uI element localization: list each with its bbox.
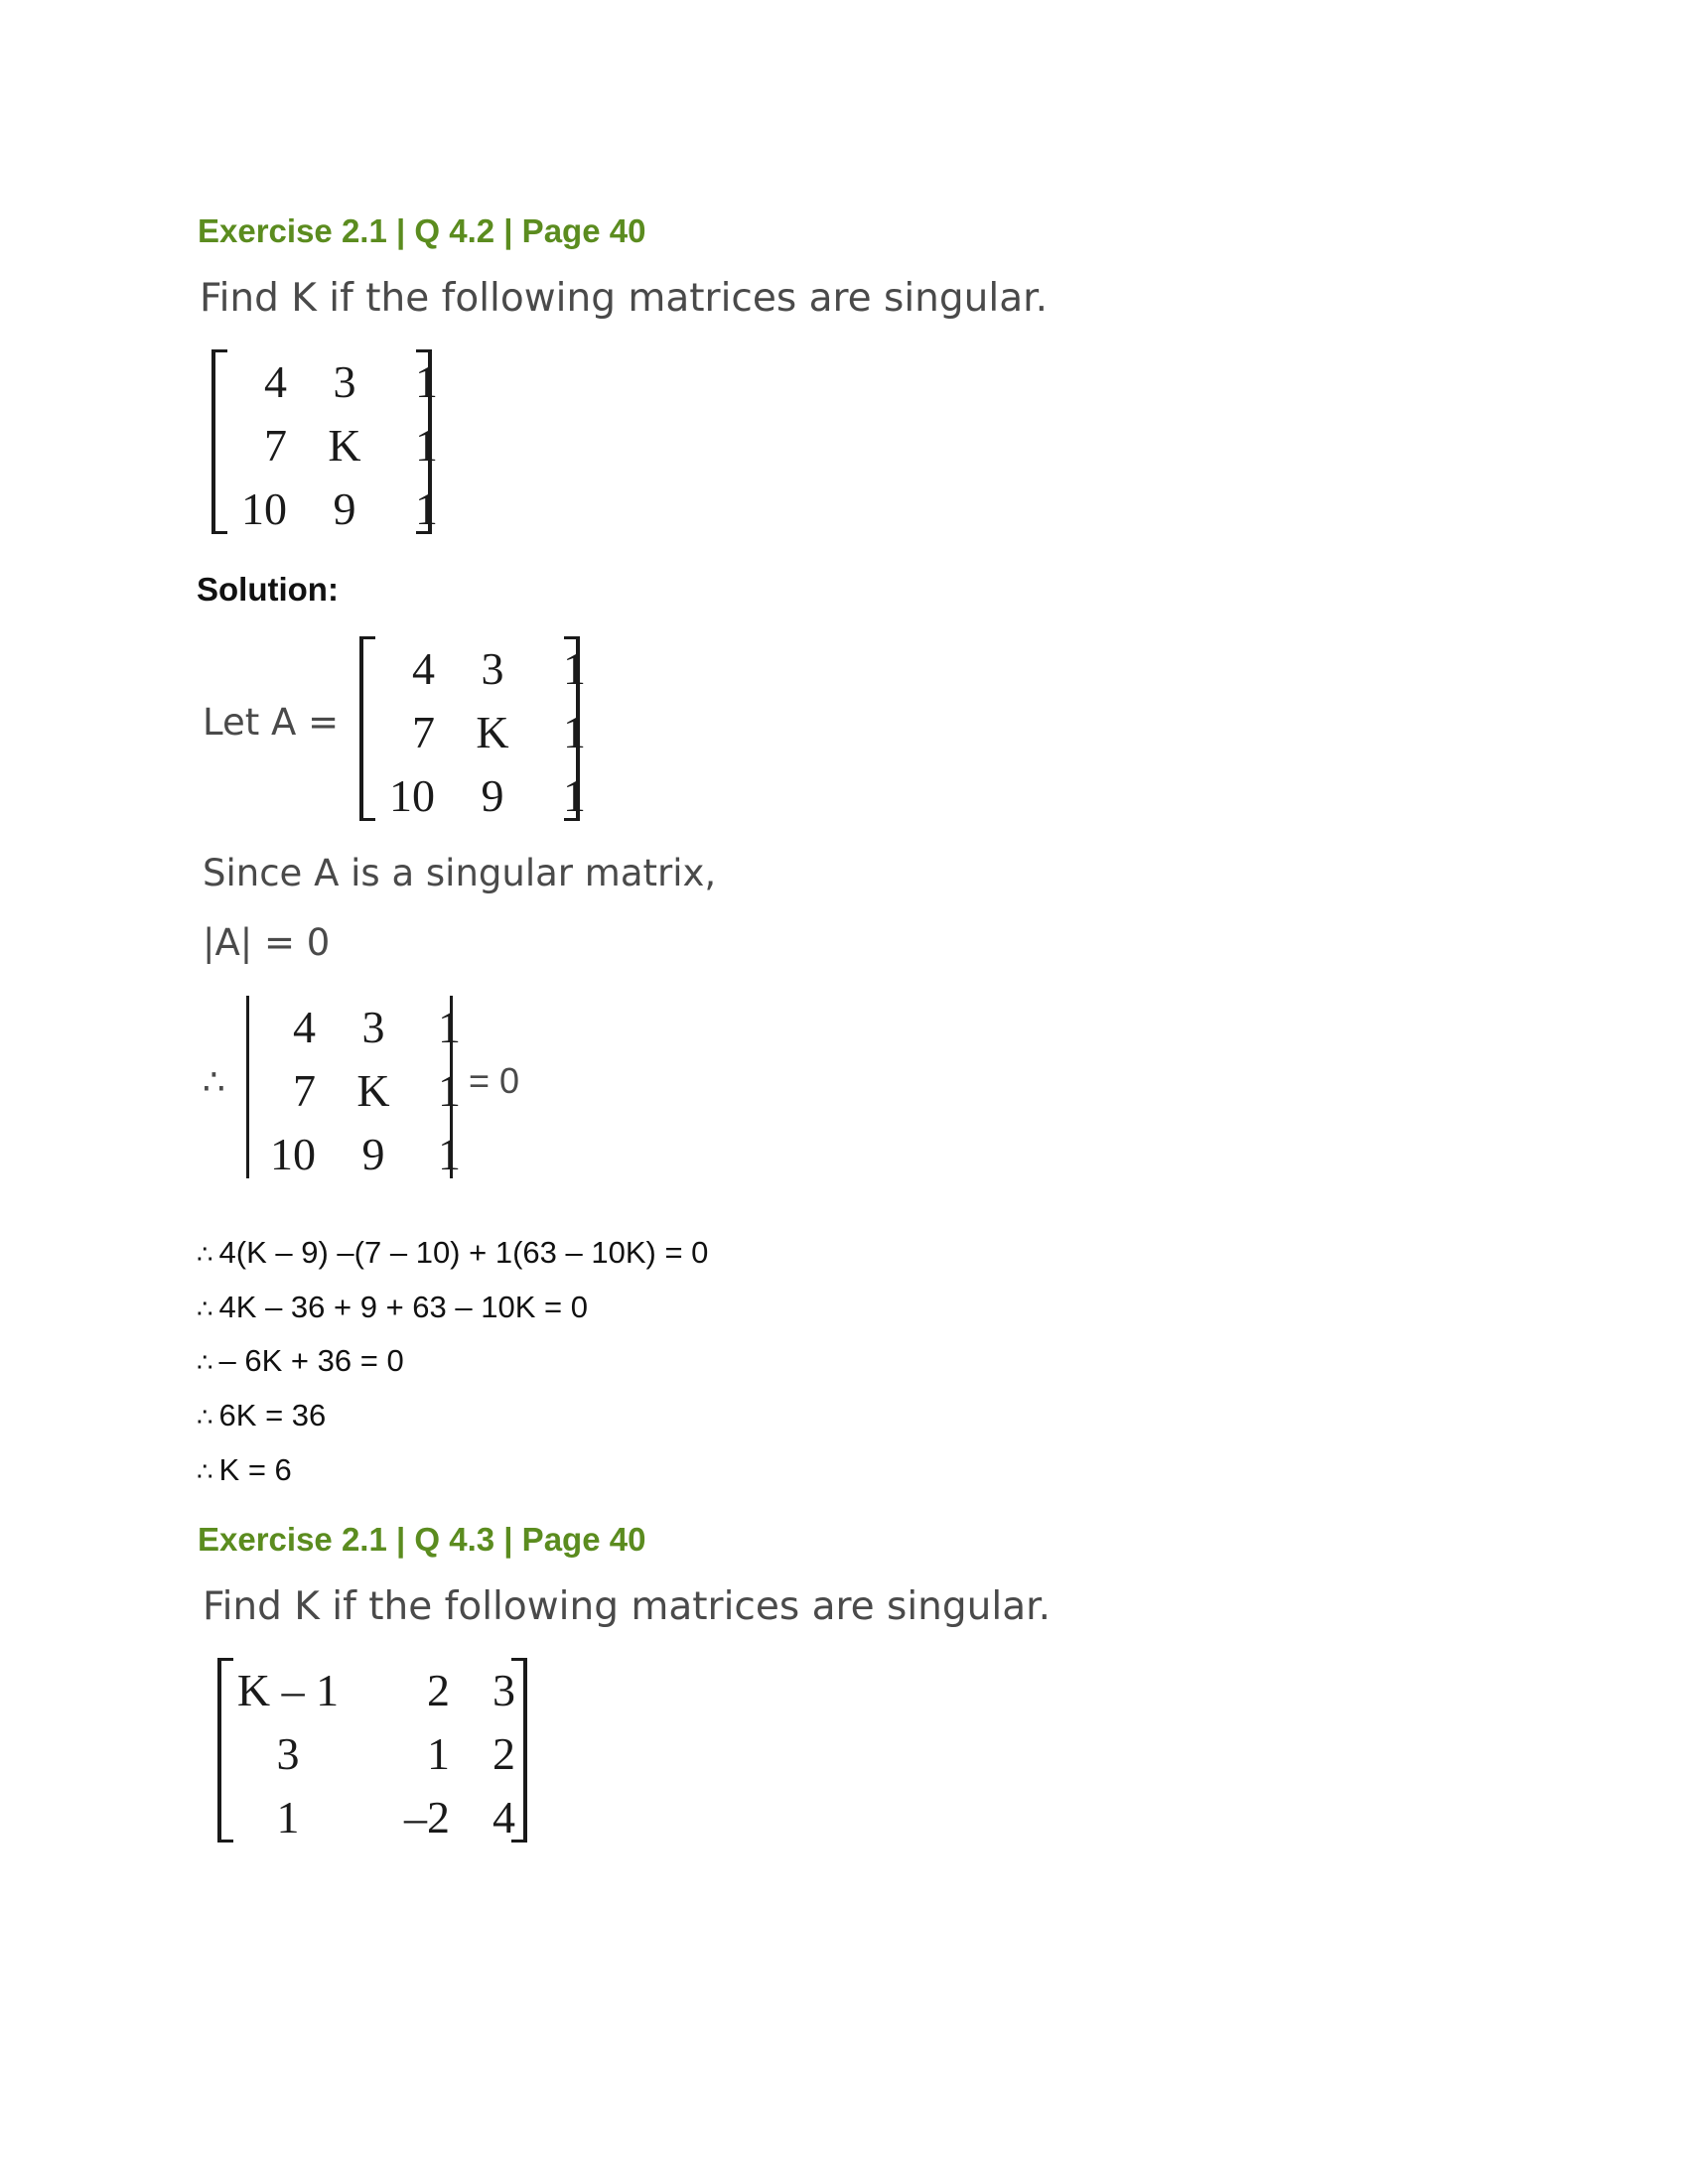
matrix-cell: 3 xyxy=(361,1002,385,1052)
left-bracket xyxy=(211,349,227,534)
step-text: 4K – 36 + 9 + 63 – 10K = 0 xyxy=(218,1290,588,1324)
solution-step xyxy=(197,1398,326,1433)
matrix-cell: 9 xyxy=(333,483,356,534)
matrix-cell: K xyxy=(328,420,361,471)
solution-step xyxy=(197,1290,588,1325)
question-matrix-q4-3 xyxy=(217,1658,527,1843)
solution-step xyxy=(197,1235,708,1271)
matrix-cell: 3 xyxy=(276,1728,300,1779)
matrix-cell: 2 xyxy=(427,1665,450,1715)
question-text-q4-3: Find K if the following matrices are singular. xyxy=(203,1584,1051,1629)
exercise-heading-q4-3: Exercise 2.1 | Q 4.3 | Page 40 xyxy=(198,1521,646,1558)
step-text: K = 6 xyxy=(218,1452,292,1487)
matrix-cell: 1 xyxy=(415,420,438,471)
step-text: 6K = 36 xyxy=(218,1398,327,1433)
matrix-cell: –2 xyxy=(404,1792,450,1843)
solution-step xyxy=(197,1343,404,1379)
matrix-cell: 1 xyxy=(276,1792,300,1843)
equals-zero: = 0 xyxy=(469,1060,520,1101)
matrix-cell: 4 xyxy=(412,643,435,694)
therefore-symbol: ∴ xyxy=(203,1062,225,1103)
right-bar xyxy=(450,996,453,1178)
therefore-symbol: ∴ xyxy=(197,1403,213,1433)
matrix-cell: 9 xyxy=(361,1129,385,1179)
therefore-symbol: ∴ xyxy=(197,1348,213,1378)
matrix-cell: 1 xyxy=(438,1129,461,1179)
determinant-matrix xyxy=(246,996,461,1179)
right-bracket xyxy=(416,349,432,534)
matrix-a xyxy=(359,636,586,821)
matrix-cell: 1 xyxy=(563,643,586,694)
matrix-cell: 3 xyxy=(333,356,356,407)
left-bracket xyxy=(359,636,375,821)
therefore-symbol: ∴ xyxy=(197,1457,213,1487)
solution-label: Solution: xyxy=(197,571,339,608)
matrix-cell: 7 xyxy=(412,707,435,757)
matrix-cell: 1 xyxy=(427,1728,450,1779)
matrix-cell: 10 xyxy=(241,483,287,534)
step-text: – 6K + 36 = 0 xyxy=(218,1343,404,1378)
matrix-cell: 4 xyxy=(293,1002,316,1052)
right-bracket xyxy=(564,636,580,821)
matrix-cell: 1 xyxy=(415,483,438,534)
matrix-cell: 2 xyxy=(492,1728,515,1779)
matrix-cell: 7 xyxy=(264,420,287,471)
matrix-cell: 3 xyxy=(481,643,504,694)
matrix-cell: 10 xyxy=(389,770,435,821)
solution-step xyxy=(197,1452,292,1488)
matrix-cell: 4 xyxy=(492,1792,515,1843)
question-text-q4-2: Find K if the following matrices are singular. xyxy=(200,276,1048,321)
determinant-equals-zero: |A| = 0 xyxy=(203,921,331,964)
matrix-cell: 1 xyxy=(415,356,438,407)
left-bar xyxy=(246,996,249,1178)
exercise-heading-q4-2: Exercise 2.1 | Q 4.2 | Page 40 xyxy=(198,212,646,249)
let-a-label: Let A = xyxy=(203,701,340,744)
matrix-cell: K – 1 xyxy=(236,1665,340,1715)
right-bracket xyxy=(511,1658,527,1843)
matrix-cell: 1 xyxy=(563,770,586,821)
matrix-cell: 1 xyxy=(563,707,586,757)
since-singular-text: Since A is a singular matrix, xyxy=(203,852,717,894)
matrix-cell: 1 xyxy=(438,1002,461,1052)
matrix-cell: 9 xyxy=(481,770,504,821)
matrix-cell: 1 xyxy=(438,1065,461,1116)
therefore-symbol: ∴ xyxy=(197,1295,213,1324)
matrix-cell: K xyxy=(476,707,509,757)
matrix-cell: K xyxy=(356,1065,390,1116)
step-text: 4(K – 9) –(7 – 10) + 1(63 – 10K) = 0 xyxy=(218,1235,709,1270)
matrix-cell: 4 xyxy=(264,356,287,407)
therefore-symbol: ∴ xyxy=(197,1240,213,1270)
question-matrix-q4-2 xyxy=(211,349,438,534)
matrix-cell: 10 xyxy=(270,1129,316,1179)
matrix-cell: 3 xyxy=(492,1665,515,1715)
left-bracket xyxy=(217,1658,233,1843)
matrix-cell: 7 xyxy=(293,1065,316,1116)
